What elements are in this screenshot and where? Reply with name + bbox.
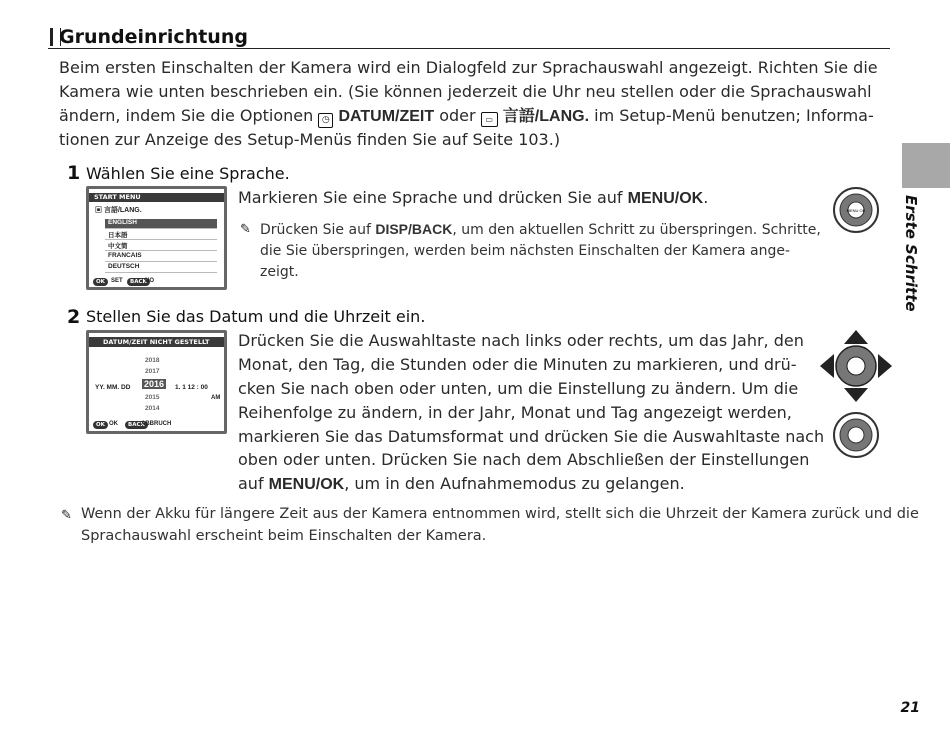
ok-key-badge: OK xyxy=(93,421,108,429)
year-option: 2015 xyxy=(145,394,160,401)
step-2-number: 2 xyxy=(67,306,81,328)
language-screen xyxy=(86,186,227,290)
no-label: NO xyxy=(145,278,154,284)
page-number: 21 xyxy=(900,700,920,716)
screen-header: START MENU xyxy=(89,193,224,202)
ok-label: OK xyxy=(109,421,118,427)
date-format: YY. MM. DD xyxy=(95,384,131,391)
year-selected: 2016 xyxy=(144,379,165,389)
step-2-body-line-3: cken Sie nach oben oder unten, um die Einstellung zu ändern. Um die xyxy=(238,379,799,398)
language-option: FRANCAIS xyxy=(105,252,217,262)
step-1-title: Wählen Sie eine Sprache. xyxy=(86,164,290,183)
chapter-tab xyxy=(902,143,950,188)
menu-ok-dial-icon xyxy=(832,186,880,234)
intro-line-1: Beim ersten Einschalten der Kamera wird ein Dialogfeld zur Sprachauswahl angezeigt. Richten Sie die xyxy=(59,58,878,77)
year-option: 2017 xyxy=(145,368,160,375)
screen-sub: ▣ 言語/LANG. xyxy=(95,207,142,214)
chapter-label: Erste Schritte xyxy=(902,195,920,312)
bottom-note-line-1: Wenn der Akku für längere Zeit aus der Kamera entnommen wird, stellt sich die Uhrzeit der Kamera zurück und die xyxy=(81,506,919,522)
ok-key-badge: OK xyxy=(93,278,108,286)
language-icon: ▭ xyxy=(481,112,498,127)
year-option: 2018 xyxy=(145,357,160,364)
screen-header: DATUM/ZEIT NICHT GESTELLT xyxy=(89,337,224,347)
step-2-body-line-5: markieren Sie das Datumsformat und drücken Sie die Auswahltaste nach xyxy=(238,427,825,446)
back-key-badge: BACK xyxy=(125,421,148,429)
step-1-note-line-2: die Sie überspringen, werden beim nächsten Einschalten der Kamera ange- xyxy=(260,243,791,259)
language-option: ENGLISH xyxy=(105,219,217,229)
step-2-body-line-1: Drücken Sie die Auswahltaste nach links oder rechts, um das Jahr, den xyxy=(238,331,804,350)
bottom-note-line-2: Sprachauswahl erscheint beim Einschalten der Kamera. xyxy=(81,528,487,544)
step-1-body: Markieren Sie eine Sprache und drücken Sie auf MENU/OK. xyxy=(238,188,709,207)
svg-text:MENU OK: MENU OK xyxy=(846,208,866,213)
selector-arrows-icon xyxy=(820,330,892,402)
set-label: SET xyxy=(111,278,123,284)
year-option: 2014 xyxy=(145,405,160,412)
step-2-body-line-4: Reihenfolge zu ändern, in der Jahr, Monat und Tag angezeigt werden, xyxy=(238,403,792,422)
date-time-screen xyxy=(86,330,227,434)
section-header xyxy=(48,26,890,49)
step-2-body-line-7: auf MENU/OK, um in den Aufnahmemodus zu gelangen. xyxy=(238,474,685,493)
intro-line-4: tionen zur Anzeige des Setup-Menüs finden Sie auf Seite 103.) xyxy=(59,130,561,149)
note-icon: ✎ xyxy=(61,508,72,523)
intro-line-2: Kamera wie unten beschrieben ein. (Sie können jederzeit die Uhr neu stellen oder die Sprachauswahl xyxy=(59,82,872,101)
step-2-body-line-2: Monat, den Tag, die Stunden oder die Minuten zu markieren, und drü- xyxy=(238,355,797,374)
language-option: DEUTSCH xyxy=(105,263,217,273)
cancel-label: ABBRUCH xyxy=(141,421,172,427)
note-icon: ✎ xyxy=(240,222,251,237)
clock-icon: ◷ xyxy=(318,113,333,128)
menu-ok-dial-icon xyxy=(832,411,880,459)
page-title: Grundeinrichtung xyxy=(59,26,248,48)
am-pm: AM xyxy=(211,395,221,401)
language-option: 日本語 xyxy=(105,230,217,240)
language-option: 中文简 xyxy=(105,241,217,251)
intro-line-3: ändern, indem Sie die Optionen ◷ DATUM/ZEIT oder ▭ 言語/LANG. im Setup-Menü benutzen; Informa- xyxy=(59,104,874,129)
step-2-body-line-6: oben oder unten. Drücken Sie nach dem Abschließen der Einstellungen xyxy=(238,450,810,469)
step-1-number: 1 xyxy=(67,162,81,184)
step-2-title: Stellen Sie das Datum und die Uhrzeit ein. xyxy=(86,307,426,326)
date-time-value: 1. 1 12 : 00 xyxy=(175,384,208,391)
step-1-note-line-3: zeigt. xyxy=(260,264,299,280)
step-1-note-line-1: Drücken Sie auf DISP/BACK, um den aktuellen Schritt zu überspringen. Schritte, xyxy=(260,221,821,238)
back-key-badge: BACK xyxy=(127,278,150,286)
